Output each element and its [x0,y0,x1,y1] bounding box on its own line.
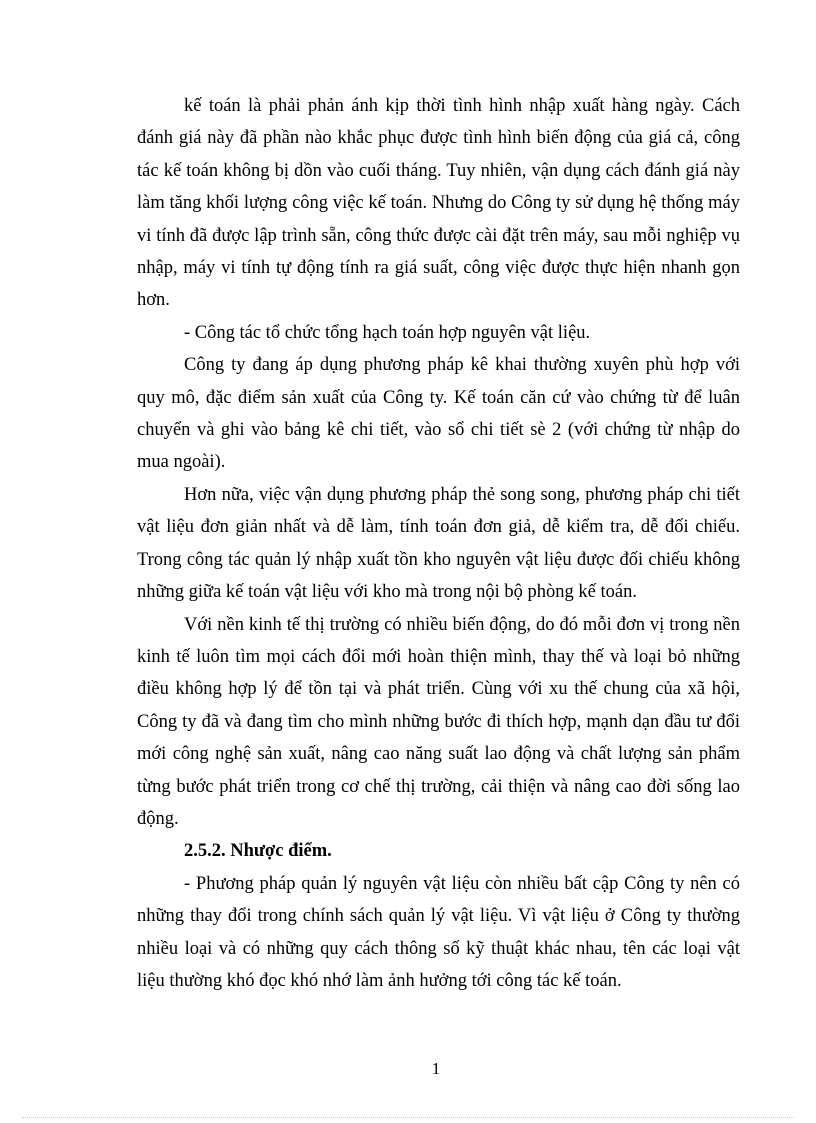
paragraph-general-accounting: - Công tác tổ chức tổng hạch toán hợp nguyên vật liệu. [184,322,591,343]
paragraph-market-economy: Với nền kinh tế thị trường có nhiều biến động, do đó mỗi đơn vị trong nền kinh tế luôn tìm mọi cách đổi mới hoàn thiện mình, thay thế và loại bỏ những điều không hợp lý để tồn tại và phát triển. Cùng với xu thế chung của xã hội, Công ty đã và đang tìm cho mình những bước đi thích hợp, mạnh dạn đầu tư đổi mới công nghệ sản xuất, nâng cao năng suất lao động và chất lượng sản phẩm từng bước phát triển trong cơ chế thị trường, cải thiện và nâng cao đời sống lao động. [137,614,740,829]
section-heading-weaknesses: 2.5.2. Nhược điểm. [184,841,332,862]
paragraph-parallel-card-method: Hơn nữa, việc vận dụng phương pháp thẻ song song, phương pháp chi tiết vật liệu đơn giản nhất và dễ làm, tính toán đơn giả, dễ kiểm tra, dễ đối chiếu. Trong công tác quản lý nhập xuất tồn kho nguyên vật liệu được đối chiếu không những giữa kế toán vật liệu với kho mà trong nội bộ phòng kế toán. [137,484,740,603]
paragraph-management-shortcomings: - Phương pháp quản lý nguyên vật liệu còn nhiều bất cập Công ty nên có những thay đổi trong chính sách quản lý vật liệu. Vì vật liệu ở Công ty thường nhiều loại và có những quy cách thông số kỹ thuật khác nhau, tên các loại vật liệu thường khó đọc khó nhớ làm ảnh hưởng tới công tác kế toán. [137,873,740,991]
paragraph-perpetual-inventory: Công ty đang áp dụng phương pháp kê khai thường xuyên phù hợp với quy mô, đặc điểm sản xuất của Công ty. Kế toán căn cứ vào chứng từ để luân chuyển và ghi vào bảng kê chi tiết, vào sổ chi tiết sè 2 (với chứng từ nhập do mua ngoài). [137,355,740,473]
page-number: 1 [431,1059,441,1078]
document-body [137,90,740,997]
page-break-divider [22,1117,794,1118]
paragraph-valuation-method: kế toán là phải phản ánh kịp thời tình hình nhập xuất hàng ngày. Cách đánh giá này đã phần nào khắc phục được tình hình biến động của giá cả, công tác kế toán không bị dồn vào cuối tháng. Tuy nhiên, vận dụng cách đánh giá này làm tăng khối lượng công việc kế toán. Nhưng do Công ty sử dụng hệ thống máy vi tính đã được lập trình sẵn, công thức được cài đặt trên máy, sau mỗi nghiệp vụ nhập, máy vi tính tự động tính ra giá suất, công việc được thực hiện nhanh gọn hơn. [137,96,740,311]
